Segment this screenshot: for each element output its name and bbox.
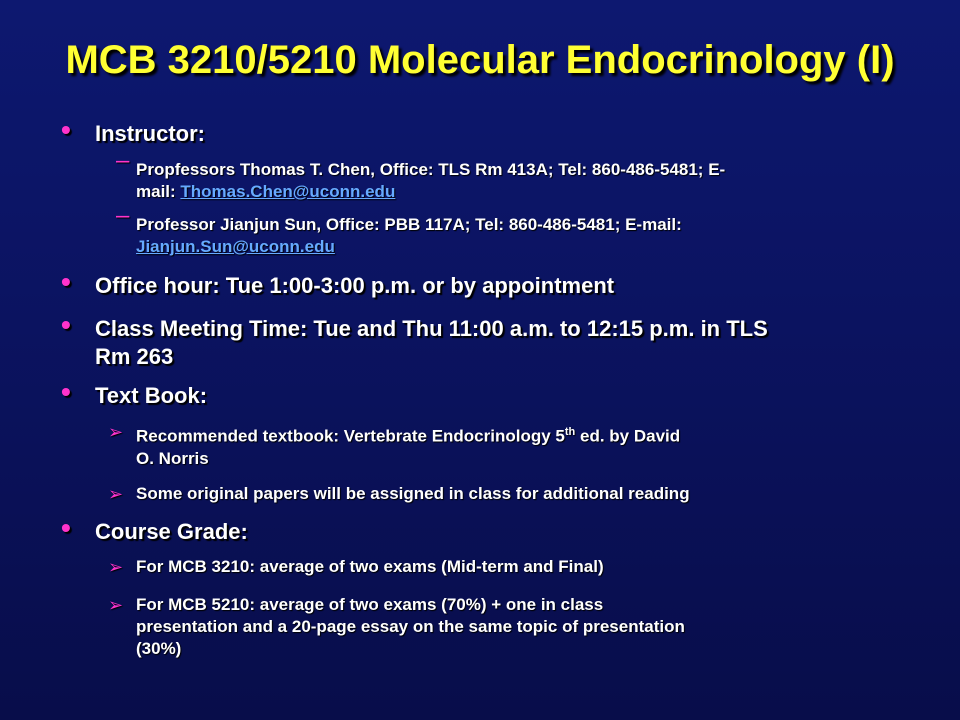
bullet-instructor (61, 114, 205, 148)
instructor-item-sun (116, 202, 682, 258)
bullet-office-hour (61, 266, 615, 300)
course-grade-label: Course Grade: (95, 519, 248, 544)
text-book-label: Text Book: (95, 383, 208, 408)
text-book-recommended-post: ed. by David (575, 426, 681, 446)
text-book-recommended-line2: O. Norris (136, 448, 209, 468)
course-grade-5210-line3: (30%) (136, 639, 182, 658)
instructor-chen-text2: mail: (136, 182, 181, 201)
text-book-papers-text: Some original papers will be assigned in class for additional reading (136, 484, 690, 503)
office-hour-text: Office hour: Tue 1:00-3:00 p.m. or by appointment (95, 273, 615, 298)
instructor-label: Instructor: (95, 121, 205, 146)
text-book-item-recommended (108, 421, 681, 470)
class-meeting-line1: Class Meeting Time: Tue and Thu 11:00 a.m. to 12:15 p.m. in TLS (95, 316, 768, 341)
course-grade-item-5210 (108, 594, 685, 660)
text-book-item-papers (108, 483, 690, 505)
email-link-chen[interactable]: Thomas.Chen@uconn.edu (180, 182, 396, 201)
arrow-bullet-icon: ➢ (108, 422, 124, 442)
bullet-course-grade (61, 512, 248, 546)
dot-bullet-icon: • (61, 376, 71, 407)
instructor-sun-text: Professor Jianjun Sun, Office: PBB 117A; Tel: 860-486-5481; E-mail: (136, 215, 682, 234)
instructor-chen-text: Propfessors Thomas T. Chen, Office: TLS Rm 413A; Tel: 860-486-5481; E- (136, 160, 726, 179)
instructor-item-chen (116, 147, 726, 203)
dash-bullet-icon: – (116, 202, 130, 229)
dash-bullet-icon: – (116, 147, 130, 174)
course-grade-5210-line2: presentation and a 20-page essay on the same topic of presentation (136, 617, 685, 636)
dot-bullet-icon: • (61, 114, 71, 145)
bullet-class-meeting (61, 309, 768, 371)
dot-bullet-icon: • (61, 512, 71, 543)
dot-bullet-icon: • (61, 266, 71, 297)
text-book-recommended-sup: th (564, 426, 576, 438)
arrow-bullet-icon: ➢ (108, 557, 124, 577)
dot-bullet-icon: • (61, 309, 71, 340)
arrow-bullet-icon: ➢ (108, 484, 124, 504)
class-meeting-line2: Rm 263 (95, 344, 174, 369)
course-grade-3210-text: For MCB 3210: average of two exams (Mid-term and Final) (136, 557, 604, 576)
slide-title: MCB 3210/5210 Molecular Endocrinology (I) (65, 38, 895, 82)
bullet-text-book (61, 376, 208, 410)
arrow-bullet-icon: ➢ (108, 595, 124, 615)
course-grade-5210-line1: For MCB 5210: average of two exams (70%) + one in class (136, 595, 604, 614)
course-grade-item-3210 (108, 556, 604, 578)
email-link-sun[interactable]: Jianjun.Sun@uconn.edu (136, 237, 335, 256)
text-book-recommended-pre: Recommended textbook: Vertebrate Endocrinology 5 (136, 426, 565, 446)
